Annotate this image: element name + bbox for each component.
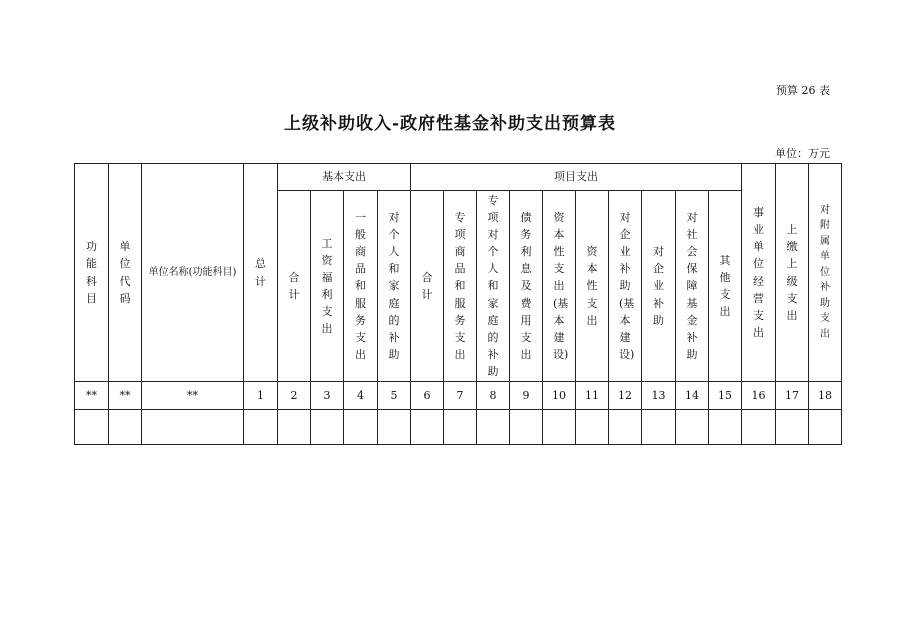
- col-number: 4: [344, 382, 378, 410]
- col-number: 7: [444, 382, 477, 410]
- empty-cell: [809, 410, 842, 445]
- table-row: [75, 382, 842, 410]
- header-project-other: 其他支出: [709, 191, 742, 382]
- header-basic-household: 对个人和家庭的补助: [378, 191, 411, 382]
- unit-label: 单位：万元: [775, 147, 830, 160]
- empty-cell: [776, 410, 809, 445]
- col-number: 14: [676, 382, 709, 410]
- col-number: 10: [543, 382, 576, 410]
- form-number: 预算 26 表: [776, 84, 830, 97]
- header-func-subject: 功能科目: [75, 164, 109, 382]
- mark-cell: **: [109, 382, 142, 410]
- header-basic-total: 合计: [278, 191, 311, 382]
- col-number: 13: [642, 382, 676, 410]
- page-title: 上级补助收入-政府性基金补助支出预算表: [283, 114, 617, 134]
- mark-cell: **: [142, 382, 244, 410]
- mark-cell: **: [75, 382, 109, 410]
- empty-cell: [477, 410, 510, 445]
- col-number: 6: [411, 382, 444, 410]
- empty-cell: [709, 410, 742, 445]
- header-project-social-security: 对社会保障基金补助: [676, 191, 709, 382]
- empty-cell: [742, 410, 776, 445]
- col-number: 16: [742, 382, 776, 410]
- header-unit-code: 单位代码: [109, 164, 142, 382]
- empty-cell: [109, 410, 142, 445]
- header-subsidy-affiliated: 对附属单位补助支出: [809, 164, 842, 382]
- col-number: 18: [809, 382, 842, 410]
- header-project-group: 项目支出: [411, 164, 742, 191]
- header-project-capital: 资本性支出: [576, 191, 609, 382]
- empty-cell: [311, 410, 344, 445]
- header-basic-wages: 工资福利支出: [311, 191, 344, 382]
- header-basic-goods: 一般商品和服务支出: [344, 191, 378, 382]
- empty-cell: [378, 410, 411, 445]
- budget-table: [74, 163, 842, 445]
- empty-cell: [75, 410, 109, 445]
- empty-cell: [576, 410, 609, 445]
- empty-cell: [411, 410, 444, 445]
- col-number: 9: [510, 382, 543, 410]
- header-project-enterprise: 对企业补助: [642, 191, 676, 382]
- empty-cell: [676, 410, 709, 445]
- empty-cell: [642, 410, 676, 445]
- col-number: 2: [278, 382, 311, 410]
- empty-cell: [142, 410, 244, 445]
- col-number: 11: [576, 382, 609, 410]
- header-basic-group: 基本支出: [278, 164, 411, 191]
- header-project-household: 专项对个人和家庭的补助: [477, 191, 510, 382]
- empty-cell: [444, 410, 477, 445]
- header-project-capital-construction: 资本性支出(基本建设): [543, 191, 576, 382]
- col-number: 1: [244, 382, 278, 410]
- header-unit-name: 单位名称(功能科目): [142, 164, 244, 382]
- col-number: 3: [311, 382, 344, 410]
- col-number: 15: [709, 382, 742, 410]
- empty-cell: [510, 410, 543, 445]
- header-project-total: 合计: [411, 191, 444, 382]
- header-project-debt: 债务利息及费用支出: [510, 191, 543, 382]
- empty-cell: [278, 410, 311, 445]
- col-number: 12: [609, 382, 642, 410]
- header-total: 总计: [244, 164, 278, 382]
- header-institution-ops: 事业单位经营支出: [742, 164, 776, 382]
- empty-cell: [543, 410, 576, 445]
- empty-cell: [344, 410, 378, 445]
- header-project-goods: 专项商品和服务支出: [444, 191, 477, 382]
- col-number: 5: [378, 382, 411, 410]
- header-remit-upper: 上缴上级支出: [776, 164, 809, 382]
- col-number: 8: [477, 382, 510, 410]
- col-number: 17: [776, 382, 809, 410]
- empty-cell: [609, 410, 642, 445]
- empty-cell: [244, 410, 278, 445]
- table-row: [75, 410, 842, 445]
- header-project-enterprise-construction: 对企业补助(基本建设): [609, 191, 642, 382]
